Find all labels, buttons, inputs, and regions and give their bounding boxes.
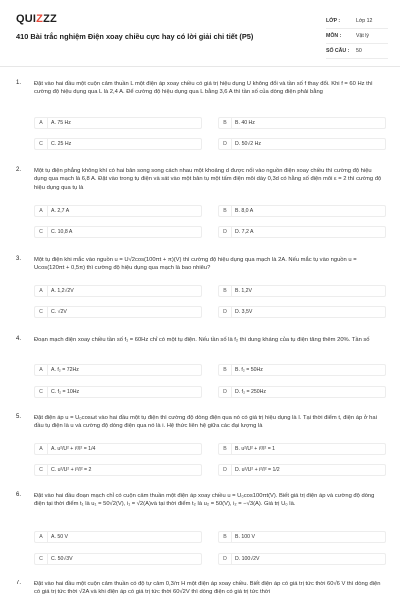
option-a[interactable] bbox=[34, 443, 202, 455]
option-text: A. 75 Hz bbox=[51, 120, 71, 126]
option-letter: D bbox=[219, 465, 232, 475]
meta-label: MÔN : bbox=[326, 33, 342, 39]
option-row bbox=[34, 386, 386, 398]
option-text: B. u²/U² + i²/I² = 1 bbox=[235, 446, 276, 452]
option-letter: C bbox=[35, 465, 48, 475]
option-letter: A bbox=[35, 365, 48, 375]
option-b[interactable] bbox=[218, 117, 386, 129]
option-c[interactable] bbox=[34, 226, 202, 238]
meta-value: Lớp 12 bbox=[356, 18, 373, 24]
option-d[interactable] bbox=[218, 138, 386, 150]
option-text: A. u²/U² + i²/I² = 1/4 bbox=[51, 446, 96, 452]
logo-text-z: Z bbox=[36, 13, 44, 25]
option-text: A. 2,7 A bbox=[51, 208, 70, 214]
question-text: Đoạn mạch điện xoay chiều tần số f₁ = 60Hz chỉ có một tụ điện. Nếu tần số là f₂ thì dung kháng của tụ điện tăng thêm 20%. Tần số bbox=[34, 337, 370, 343]
option-row bbox=[34, 464, 386, 476]
option-letter: B bbox=[219, 206, 232, 216]
option-row bbox=[34, 553, 386, 565]
option-text: D. u²/U² + i²/I² = 1/2 bbox=[235, 467, 280, 473]
option-text: D. 3,5V bbox=[235, 309, 253, 315]
document-header bbox=[0, 0, 400, 67]
option-c[interactable] bbox=[34, 553, 202, 565]
option-letter: B bbox=[219, 532, 232, 542]
question-number: 6. bbox=[16, 492, 22, 498]
option-text: C. 50√3V bbox=[51, 556, 73, 562]
question-7 bbox=[0, 580, 400, 600]
question-number: 3. bbox=[16, 256, 22, 262]
option-row bbox=[34, 285, 386, 297]
option-b[interactable] bbox=[218, 364, 386, 376]
option-b[interactable] bbox=[218, 205, 386, 217]
option-text: D. f₂ = 250Hz bbox=[235, 389, 266, 395]
option-letter: D bbox=[219, 139, 232, 149]
option-letter: B bbox=[219, 118, 232, 128]
meta-value: 50 bbox=[356, 48, 362, 54]
question-number: 7. bbox=[16, 580, 22, 586]
option-letter: D bbox=[219, 554, 232, 564]
question-text: Đặt vào hai đầu một cuộn cảm thuần có độ tự cảm 0,3/π H một điện áp xoay chiều. Biết điện áp có giá trị tức thời 60√6 V thì dòng điện có giá trị tức thời √2A và khi điện áp có giá trị tức thời 60√2V thì dòng điện có giá trị tức thời bbox=[34, 581, 381, 596]
option-text: C. u²/U² + i²/I² = 2 bbox=[51, 467, 92, 473]
meta-label: LỚP : bbox=[326, 18, 341, 24]
option-text: B. 40 Hz bbox=[235, 120, 255, 126]
option-text: C. √2V bbox=[51, 309, 67, 315]
option-letter: C bbox=[35, 139, 48, 149]
option-c[interactable] bbox=[34, 464, 202, 476]
meta-row-class bbox=[326, 14, 388, 29]
option-text: C. f₂ = 10Hz bbox=[51, 389, 80, 395]
option-letter: A bbox=[35, 118, 48, 128]
question-text: Một tụ điện phẳng không khí có hai bản song song cách nhau một khoảng d được nối vào nguồn điện xoay chiều thì cường độ hiệu dụng qua mạch là 6,8 A. Đặt vào trong tụ điện và sát vào một bản tụ một tấm điện môi dày 0,3d có hằng số điện môi ε = 2 thì cường độ hiệu dụng qua tụ là bbox=[34, 168, 382, 191]
option-c[interactable] bbox=[34, 306, 202, 318]
question-text: Đặt vào hai đầu một cuộn cảm thuần L một điện áp xoay chiều có giá trị hiệu dụng U không đổi và tần số f thay đổi. Khi f = 60 Hz thì cường độ hiệu dụng qua L là 2,4 A. Để cường độ hiệu dụng qua L bằng 3,6 A thì tần số của dòng điện phải bằng bbox=[34, 81, 373, 96]
option-letter: A bbox=[35, 286, 48, 296]
option-row bbox=[34, 531, 386, 543]
option-row bbox=[34, 226, 386, 238]
option-row bbox=[34, 443, 386, 455]
option-letter: A bbox=[35, 444, 48, 454]
option-letter: C bbox=[35, 227, 48, 237]
option-letter: B bbox=[219, 286, 232, 296]
option-b[interactable] bbox=[218, 285, 386, 297]
question-number: 2. bbox=[16, 167, 22, 173]
option-letter: C bbox=[35, 387, 48, 397]
option-text: B. f₂ = 50Hz bbox=[235, 367, 263, 373]
option-row bbox=[34, 205, 386, 217]
option-row bbox=[34, 138, 386, 150]
option-b[interactable] bbox=[218, 531, 386, 543]
quizzz-logo[interactable] bbox=[16, 13, 57, 25]
option-row bbox=[34, 306, 386, 318]
question-number: 5. bbox=[16, 414, 22, 420]
meta-row-count bbox=[326, 44, 388, 59]
option-text: A. f₂ = 72Hz bbox=[51, 367, 79, 373]
question-text: Một tụ điện khi mắc vào nguồn u = U√2cos(100πt + π)(V) thì cường độ hiệu dụng qua mạch là 2A. Nếu mắc tụ vào nguồn u = Ucos(120πt + 0,5π) thì cường độ hiệu dụng qua mạch là bao nhiêu? bbox=[34, 257, 357, 272]
meta-label: SỐ CÂU : bbox=[326, 48, 350, 54]
option-text: C. 10,8 A bbox=[51, 229, 73, 235]
option-text: A. 50 V bbox=[51, 534, 69, 540]
option-text: C. 25 Hz bbox=[51, 141, 72, 147]
option-text: B. 8,0 A bbox=[235, 208, 254, 214]
option-letter: D bbox=[219, 307, 232, 317]
option-letter: B bbox=[219, 365, 232, 375]
option-text: B. 1,2V bbox=[235, 288, 253, 294]
meta-row-subject bbox=[326, 29, 388, 44]
option-letter: A bbox=[35, 206, 48, 216]
meta-value: Vật lý bbox=[356, 33, 369, 39]
option-text: D. 50√2 Hz bbox=[235, 141, 261, 147]
option-c[interactable] bbox=[34, 386, 202, 398]
option-a[interactable] bbox=[34, 285, 202, 297]
option-d[interactable] bbox=[218, 464, 386, 476]
meta-table bbox=[326, 14, 388, 59]
question-number: 1. bbox=[16, 80, 22, 86]
option-d[interactable] bbox=[218, 553, 386, 565]
option-letter: C bbox=[35, 307, 48, 317]
logo-text-right: ZZ bbox=[43, 13, 57, 25]
option-letter: A bbox=[35, 532, 48, 542]
option-letter: D bbox=[219, 227, 232, 237]
option-row bbox=[34, 364, 386, 376]
option-letter: B bbox=[219, 444, 232, 454]
option-row bbox=[34, 117, 386, 129]
option-a[interactable] bbox=[34, 205, 202, 217]
option-a[interactable] bbox=[34, 117, 202, 129]
option-letter: C bbox=[35, 554, 48, 564]
question-number: 4. bbox=[16, 336, 22, 342]
question-text: Đặt vào hai đầu đoạn mạch chỉ có cuộn cảm thuần một điện áp xoay chiều u = U₀cos100πt(V). Biết giá trị điện áp và cường độ dòng điện tại thời điểm t₁ là u₁ = 50√2(V), i₁ = √2(A)và tại thời điểm t₂ là u₂ = 50(V), i₂ = −√3(A). Giá trị U₀ là. bbox=[34, 493, 375, 508]
question-text: Đặt điện áp u = U₀cosωt vào hai đầu một tụ điện thì cường độ dòng điện qua nó có giá trị hiệu dụng là I. Tại thời điểm t, điện áp ở hai đầu tụ điện là u và cường độ dòng điện qua nó là i. Hệ thức liên hệ giữa các đại lượng là bbox=[34, 415, 377, 430]
option-d[interactable] bbox=[218, 386, 386, 398]
option-c[interactable] bbox=[34, 138, 202, 150]
option-b[interactable] bbox=[218, 443, 386, 455]
option-d[interactable] bbox=[218, 226, 386, 238]
option-text: A. 1,2√2V bbox=[51, 288, 74, 294]
option-text: D. 7,2 A bbox=[235, 229, 254, 235]
document-title: 410 Bài trắc nghiệm Điện xoay chiều cực hay có lời giải chi tiết (P5) bbox=[16, 32, 254, 41]
option-text: B. 100 V bbox=[235, 534, 255, 540]
option-d[interactable] bbox=[218, 306, 386, 318]
option-letter: D bbox=[219, 387, 232, 397]
option-a[interactable] bbox=[34, 364, 202, 376]
option-text: D. 100√2V bbox=[235, 556, 260, 562]
logo-text-left: QUI bbox=[16, 13, 37, 25]
option-a[interactable] bbox=[34, 531, 202, 543]
